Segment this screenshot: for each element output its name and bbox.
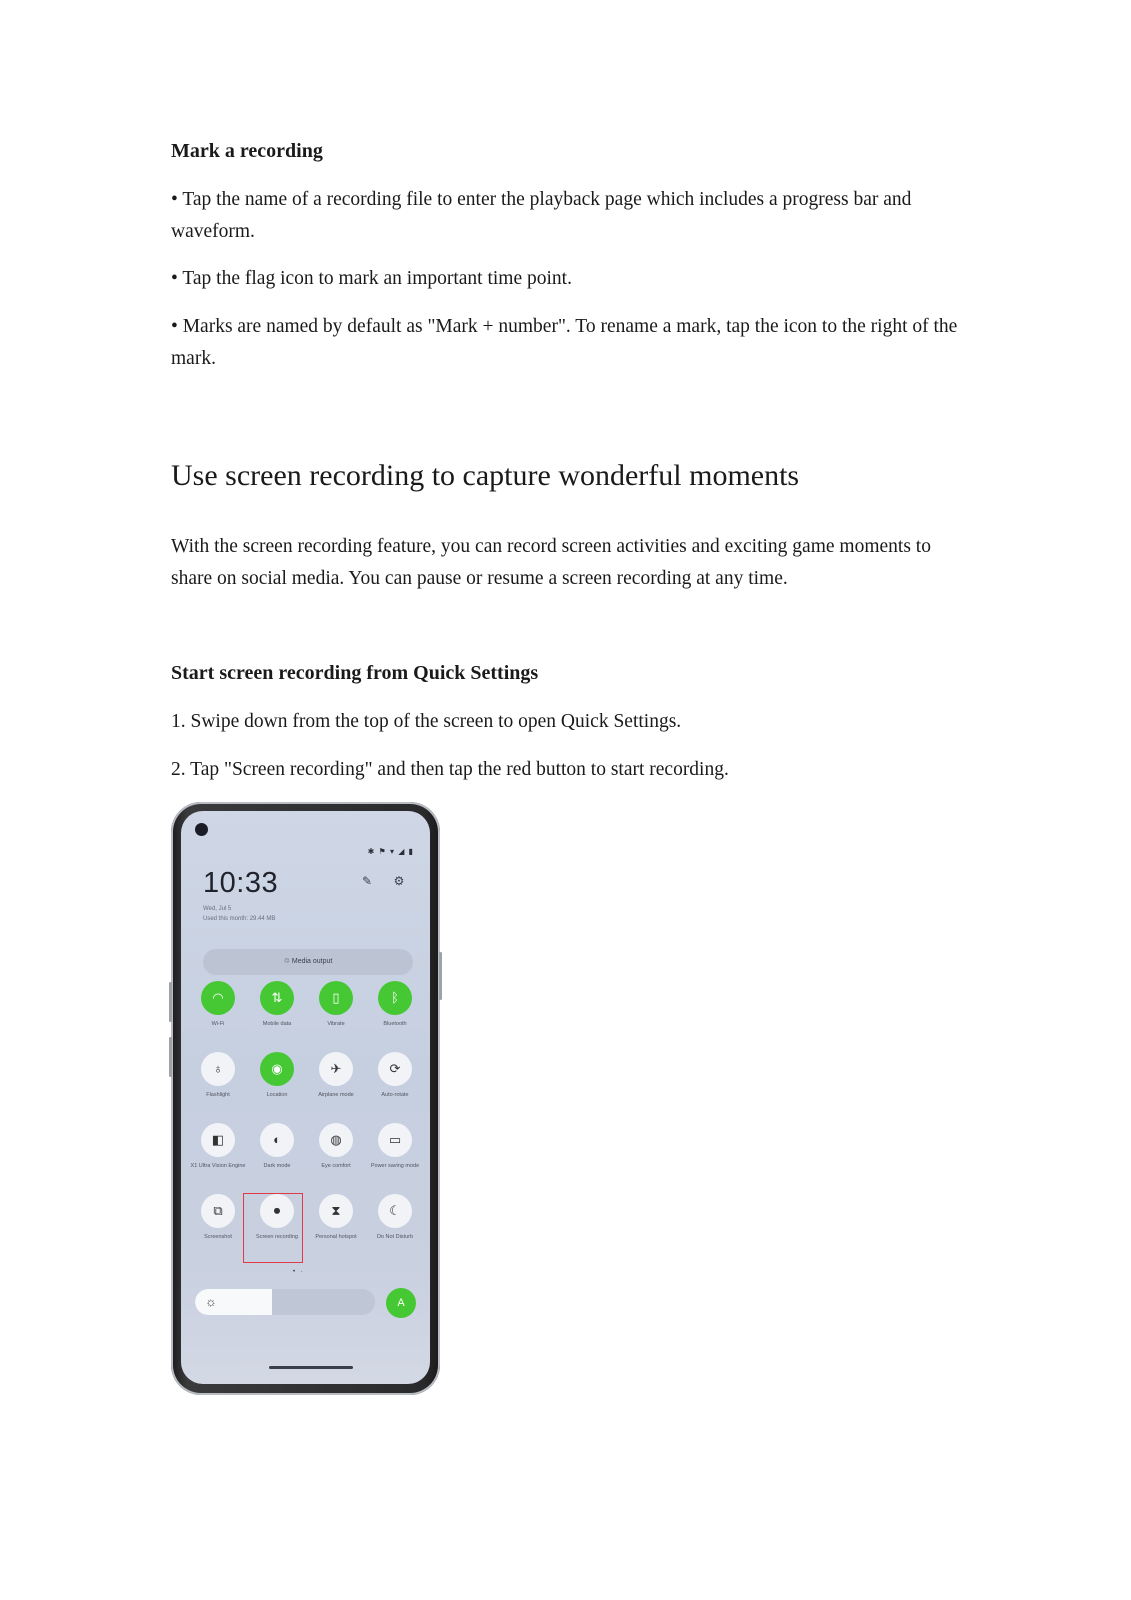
tile-eye-comfort[interactable] bbox=[319, 1123, 353, 1157]
tile-label: Power saving mode bbox=[370, 1163, 420, 1169]
date-text: Wed, Jul 5 bbox=[203, 906, 232, 912]
screen-recording-intro: With the screen recording feature, you can record screen activities and exciting game moments to share on social media. You can pause or resume a screen recording at any time. bbox=[171, 536, 931, 589]
screenshot-icon: ⧉ bbox=[213, 1203, 223, 1218]
volume-button bbox=[169, 982, 172, 1022]
tile-bluetooth[interactable] bbox=[378, 981, 412, 1015]
data-usage-text: Used this month: 29.44 MB bbox=[203, 916, 276, 922]
home-indicator bbox=[269, 1366, 353, 1369]
tile-label: Eye comfort bbox=[321, 1163, 351, 1169]
mark-recording-step-3: • Marks are named by default as "Mark + number". To rename a mark, tap the icon to the right of the mark. bbox=[171, 316, 958, 369]
media-output-label: Media output bbox=[291, 958, 333, 965]
clock: 10:33 bbox=[203, 867, 279, 899]
quick-settings-step-1: 1. Swipe down from the top of the screen to open Quick Settings. bbox=[171, 711, 682, 732]
power-saving-icon: ▭ bbox=[388, 1132, 402, 1147]
brightness-slider[interactable] bbox=[195, 1289, 375, 1315]
tile-airplane[interactable] bbox=[319, 1052, 353, 1086]
screen-recording-highlight-box bbox=[243, 1193, 303, 1263]
tile-label: Vibrate bbox=[327, 1021, 345, 1027]
power-button bbox=[439, 952, 442, 1000]
brightness-icon: ☼ bbox=[205, 1294, 217, 1309]
tile-label: Do Not Disturb bbox=[376, 1234, 414, 1240]
tile-label: Mobile data bbox=[262, 1021, 292, 1027]
auto-rotate-icon: ⟳ bbox=[389, 1061, 401, 1076]
screen-recording-icon: ⏺ bbox=[273, 1203, 281, 1218]
page-indicator: • · bbox=[293, 1269, 305, 1275]
mark-recording-step-2: • Tap the flag icon to mark an important time point. bbox=[171, 268, 572, 289]
tile-power-saving[interactable] bbox=[378, 1123, 412, 1157]
quick-settings-step-2: 2. Tap "Screen recording" and then tap the red button to start recording. bbox=[171, 759, 729, 780]
screen-recording-title: Use screen recording to capture wonderful moments bbox=[171, 459, 800, 492]
tile-label: Screen recording bbox=[256, 1234, 298, 1240]
bluetooth-icon: ᛒ bbox=[391, 990, 399, 1005]
tile-label: Location bbox=[266, 1092, 288, 1098]
edit-icon[interactable]: ✎ bbox=[361, 874, 373, 888]
tile-wifi[interactable] bbox=[201, 981, 235, 1015]
tile-vision-engine[interactable] bbox=[201, 1123, 235, 1157]
tile-dark-mode[interactable] bbox=[260, 1123, 294, 1157]
mark-recording-heading: Mark a recording bbox=[171, 140, 323, 162]
tile-do-not-disturb[interactable] bbox=[378, 1194, 412, 1228]
wifi-icon: ◠ bbox=[212, 990, 224, 1005]
tile-label: Dark mode bbox=[263, 1163, 291, 1169]
tile-label: Personal hotspot bbox=[315, 1234, 357, 1240]
airplane-icon: ✈ bbox=[330, 1061, 342, 1076]
vision-engine-icon: ◧ bbox=[211, 1132, 225, 1147]
media-output-button[interactable] bbox=[203, 949, 413, 975]
auto-brightness-button[interactable]: A bbox=[386, 1288, 416, 1318]
tile-label: Bluetooth bbox=[383, 1021, 407, 1027]
tile-vibrate[interactable] bbox=[319, 981, 353, 1015]
hotspot-icon: ⧗ bbox=[331, 1203, 341, 1218]
tile-screenshot[interactable] bbox=[201, 1194, 235, 1228]
front-camera bbox=[195, 823, 208, 836]
flashlight-icon: ♁ bbox=[213, 1061, 223, 1076]
tile-label: Flashlight bbox=[206, 1092, 230, 1098]
tile-flashlight[interactable] bbox=[201, 1052, 235, 1086]
do-not-disturb-icon: ☾ bbox=[389, 1203, 401, 1218]
tile-label: Airplane mode bbox=[318, 1092, 354, 1098]
tile-location[interactable] bbox=[260, 1052, 294, 1086]
tile-hotspot[interactable] bbox=[319, 1194, 353, 1228]
tile-label: Auto-rotate bbox=[381, 1092, 409, 1098]
media-output-icon: ♲ bbox=[283, 958, 292, 965]
quick-settings-heading: Start screen recording from Quick Settings bbox=[171, 662, 539, 684]
tile-label: Wi-Fi bbox=[211, 1021, 225, 1027]
mobile-data-icon: ⇅ bbox=[271, 990, 283, 1005]
tile-label: X1 Ultra Vision Engine bbox=[190, 1163, 246, 1169]
tile-label: Screenshot bbox=[204, 1234, 232, 1240]
quick-settings-screen bbox=[181, 811, 430, 1384]
dark-mode-icon: ◐ bbox=[273, 1132, 281, 1147]
vibrate-icon: ▯ bbox=[332, 990, 340, 1005]
tile-auto-rotate[interactable] bbox=[378, 1052, 412, 1086]
phone-screenshot bbox=[171, 802, 440, 1395]
tile-mobile-data[interactable] bbox=[260, 981, 294, 1015]
volume-button-2 bbox=[169, 1037, 172, 1077]
eye-comfort-icon: ◍ bbox=[330, 1132, 342, 1147]
mark-recording-step-1: • Tap the name of a recording file to enter the playback page which includes a progress bar and waveform. bbox=[171, 189, 912, 242]
settings-gear-icon[interactable]: ⚙ bbox=[393, 874, 405, 888]
location-icon: ◉ bbox=[271, 1061, 283, 1076]
status-bar: ✱ ⚑ ▾ ◢ ▮ bbox=[367, 847, 414, 856]
